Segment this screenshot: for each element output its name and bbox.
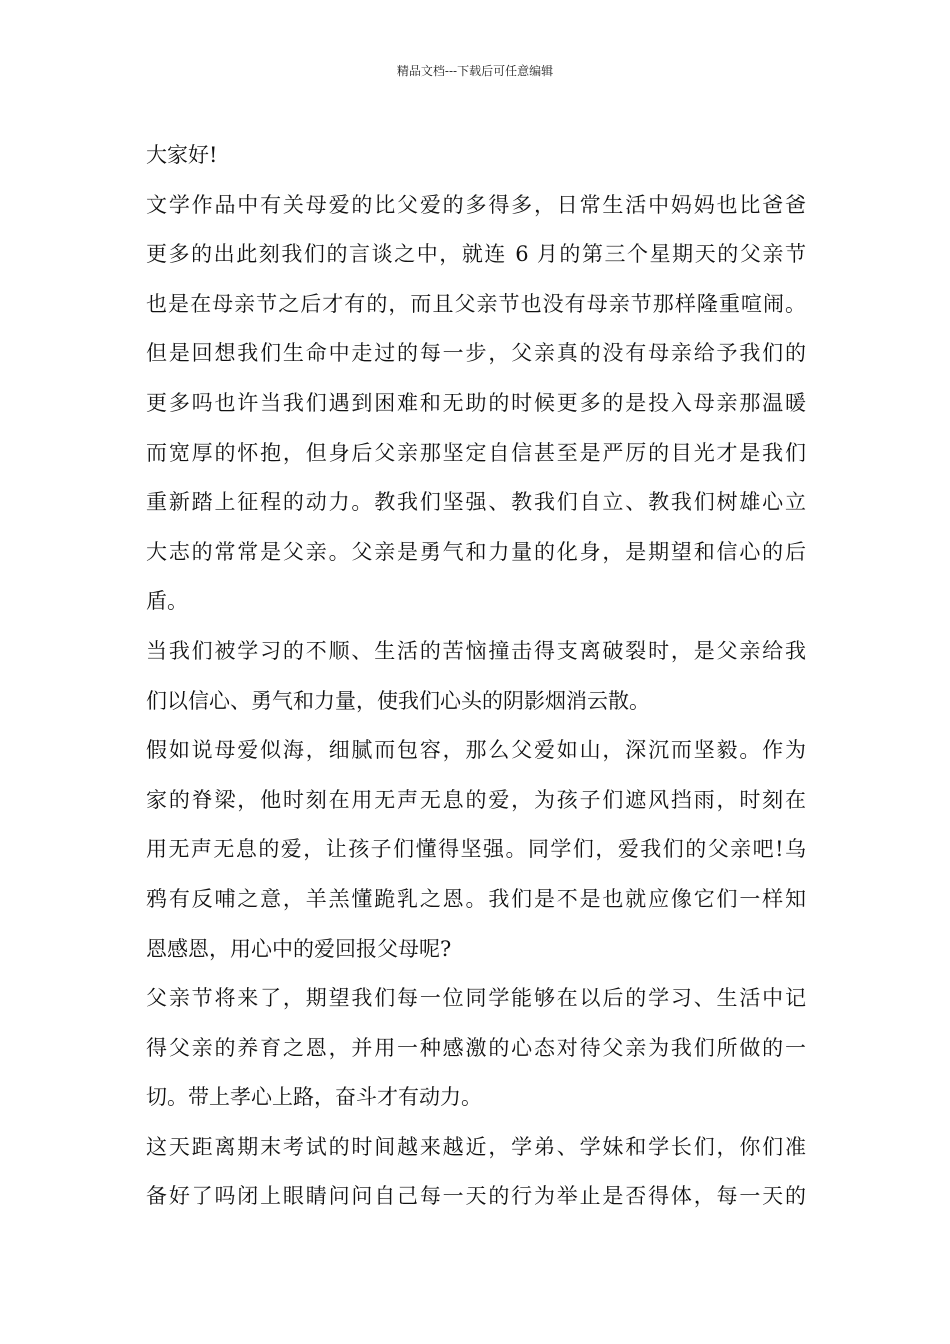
text-line: 当我们被学习的不顺、生活的苦恼撞击得支离破裂时，是父亲给我 — [146, 638, 806, 663]
text-line: 鸦有反哺之意，羊羔懂跪乳之恩。我们是不是也就应像它们一样知 — [146, 886, 806, 911]
text-line: 但是回想我们生命中走过的每一步，父亲真的没有母亲给予我们的 — [146, 341, 806, 366]
text-line: 切。带上孝心上路，奋斗才有动力。 — [146, 1085, 482, 1110]
text-line: 也是在母亲节之后才有的，而且父亲节也没有母亲节那样隆重喧闹。 — [146, 291, 806, 316]
document-body — [146, 131, 806, 1222]
text-line: 重新踏上征程的动力。教我们坚强、教我们自立、教我们树雄心立 — [146, 490, 806, 515]
text-line: 大家好! — [146, 143, 218, 167]
text-line: 更多的出此刻我们的言谈之中，就连 6 月的第三个星期天的父亲节 — [146, 242, 806, 267]
text-line: 得父亲的养育之恩，并用一种感激的心态对待父亲为我们所做的一 — [146, 1035, 806, 1060]
text-line: 盾。 — [146, 589, 188, 614]
text-line: 这天距离期末考试的时间越来越近，学弟、学妹和学长们，你们准 — [146, 1134, 806, 1159]
text-line: 而宽厚的怀抱，但身后父亲那坚定自信甚至是严厉的目光才是我们 — [146, 440, 806, 465]
text-line: 恩感恩，用心中的爱回报父母呢? — [146, 936, 452, 961]
page-header: 精品文档---下载后可任意编辑 — [396, 64, 554, 78]
text-line: 父亲节将来了，期望我们每一位同学能够在以后的学习、生活中记 — [146, 986, 806, 1011]
text-line: 家的脊梁，他时刻在用无声无息的爱，为孩子们遮风挡雨，时刻在 — [146, 787, 806, 812]
text-line: 假如说母爱似海，细腻而包容，那么父爱如山，深沉而坚毅。作为 — [146, 738, 806, 763]
text-line: 文学作品中有关母爱的比父爱的多得多，日常生活中妈妈也比爸爸 — [146, 192, 806, 217]
text-line: 们以信心、勇气和力量，使我们心头的阴影烟消云散。 — [146, 688, 650, 713]
text-line: 大志的常常是父亲。父亲是勇气和力量的化身，是期望和信心的后 — [146, 539, 806, 564]
text-line: 更多吗也许当我们遇到困难和无助的时候更多的是投入母亲那温暖 — [146, 390, 806, 415]
text-line: 用无声无息的爱，让孩子们懂得坚强。同学们，爱我们的父亲吧!乌 — [146, 837, 806, 862]
text-line: 备好了吗闭上眼睛问问自己每一天的行为举止是否得体，每一天的 — [146, 1184, 806, 1209]
